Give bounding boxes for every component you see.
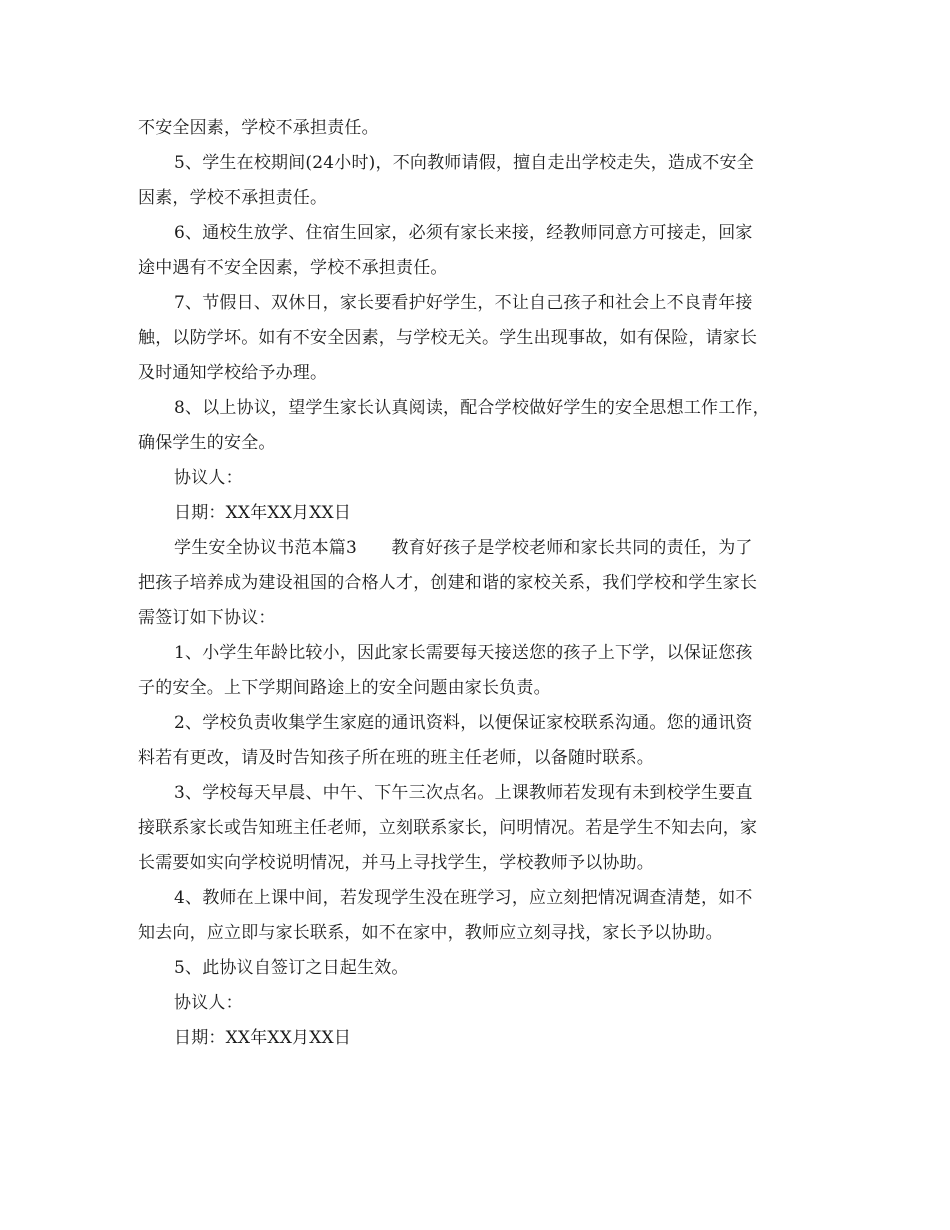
text-line: 不安全因素，学校不承担责任。 bbox=[138, 118, 379, 138]
text-line: 7、节假日、双休日，家长要看护好学生，不让自己孩子和社会上不良青年接 bbox=[174, 293, 753, 313]
signatory-label: 协议人： bbox=[174, 993, 243, 1013]
text-line: 2、学校负责收集学生家庭的通讯资料，以便保证家校联系沟通。您的通讯资 bbox=[174, 713, 753, 733]
text-line: 因素，学校不承担责任。 bbox=[138, 188, 328, 208]
text-line: 子的安全。上下学期间路途上的安全问题由家长负责。 bbox=[138, 678, 551, 698]
text-line: 需签订如下协议： bbox=[138, 608, 276, 628]
signatory-label: 协议人： bbox=[174, 468, 243, 488]
section-heading-line: 学生安全协议书范本篇3 教育好孩子是学校老师和家长共同的责任，为了 bbox=[174, 538, 753, 558]
text-line: 料若有更改，请及时告知孩子所在班的班主任老师，以备随时联系。 bbox=[138, 748, 654, 768]
text-line: 把孩子培养成为建设祖国的合格人才，创建和谐的家校关系，我们学校和学生家长 bbox=[138, 573, 758, 593]
text-line: 8、以上协议，望学生家长认真阅读，配合学校做好学生的安全思想工作工作， bbox=[174, 398, 770, 418]
text-line: 4、教师在上课中间，若发现学生没在班学习，应立刻把情况调查清楚，如不 bbox=[174, 888, 753, 908]
text-line: 触，以防学坏。如有不安全因素，与学校无关。学生出现事故，如有保险，请家长 bbox=[138, 328, 758, 348]
text-line: 3、学校每天早晨、中午、下午三次点名。上课教师若发现有未到校学生要直 bbox=[174, 783, 753, 803]
text-line: 知去向，应立即与家长联系，如不在家中，教师应立刻寻找，家长予以协助。 bbox=[138, 923, 723, 943]
text-line: 5、此协议自签订之日起生效。 bbox=[174, 958, 409, 978]
text-line: 确保学生的安全。 bbox=[138, 433, 276, 453]
text-line: 5、学生在校期间(24小时)，不向教师请假，擅自走出学校走失，造成不安全 bbox=[174, 153, 754, 173]
text-line: 长需要如实向学校说明情况，并马上寻找学生，学校教师予以协助。 bbox=[138, 853, 654, 873]
text-line: 途中遇有不安全因素，学校不承担责任。 bbox=[138, 258, 448, 278]
text-line: 6、通校生放学、住宿生回家，必须有家长来接，经教师同意方可接走，回家 bbox=[174, 223, 753, 243]
date-line: 日期：XX年XX月XX日 bbox=[174, 1028, 352, 1048]
text-line: 及时通知学校给予办理。 bbox=[138, 363, 328, 383]
text-line: 接联系家长或告知班主任老师，立刻联系家长，问明情况。若是学生不知去向，家 bbox=[138, 818, 758, 838]
text-line: 1、小学生年龄比较小，因此家长需要每天接送您的孩子上下学，以保证您孩 bbox=[174, 643, 753, 663]
date-line: 日期：XX年XX月XX日 bbox=[174, 503, 352, 523]
